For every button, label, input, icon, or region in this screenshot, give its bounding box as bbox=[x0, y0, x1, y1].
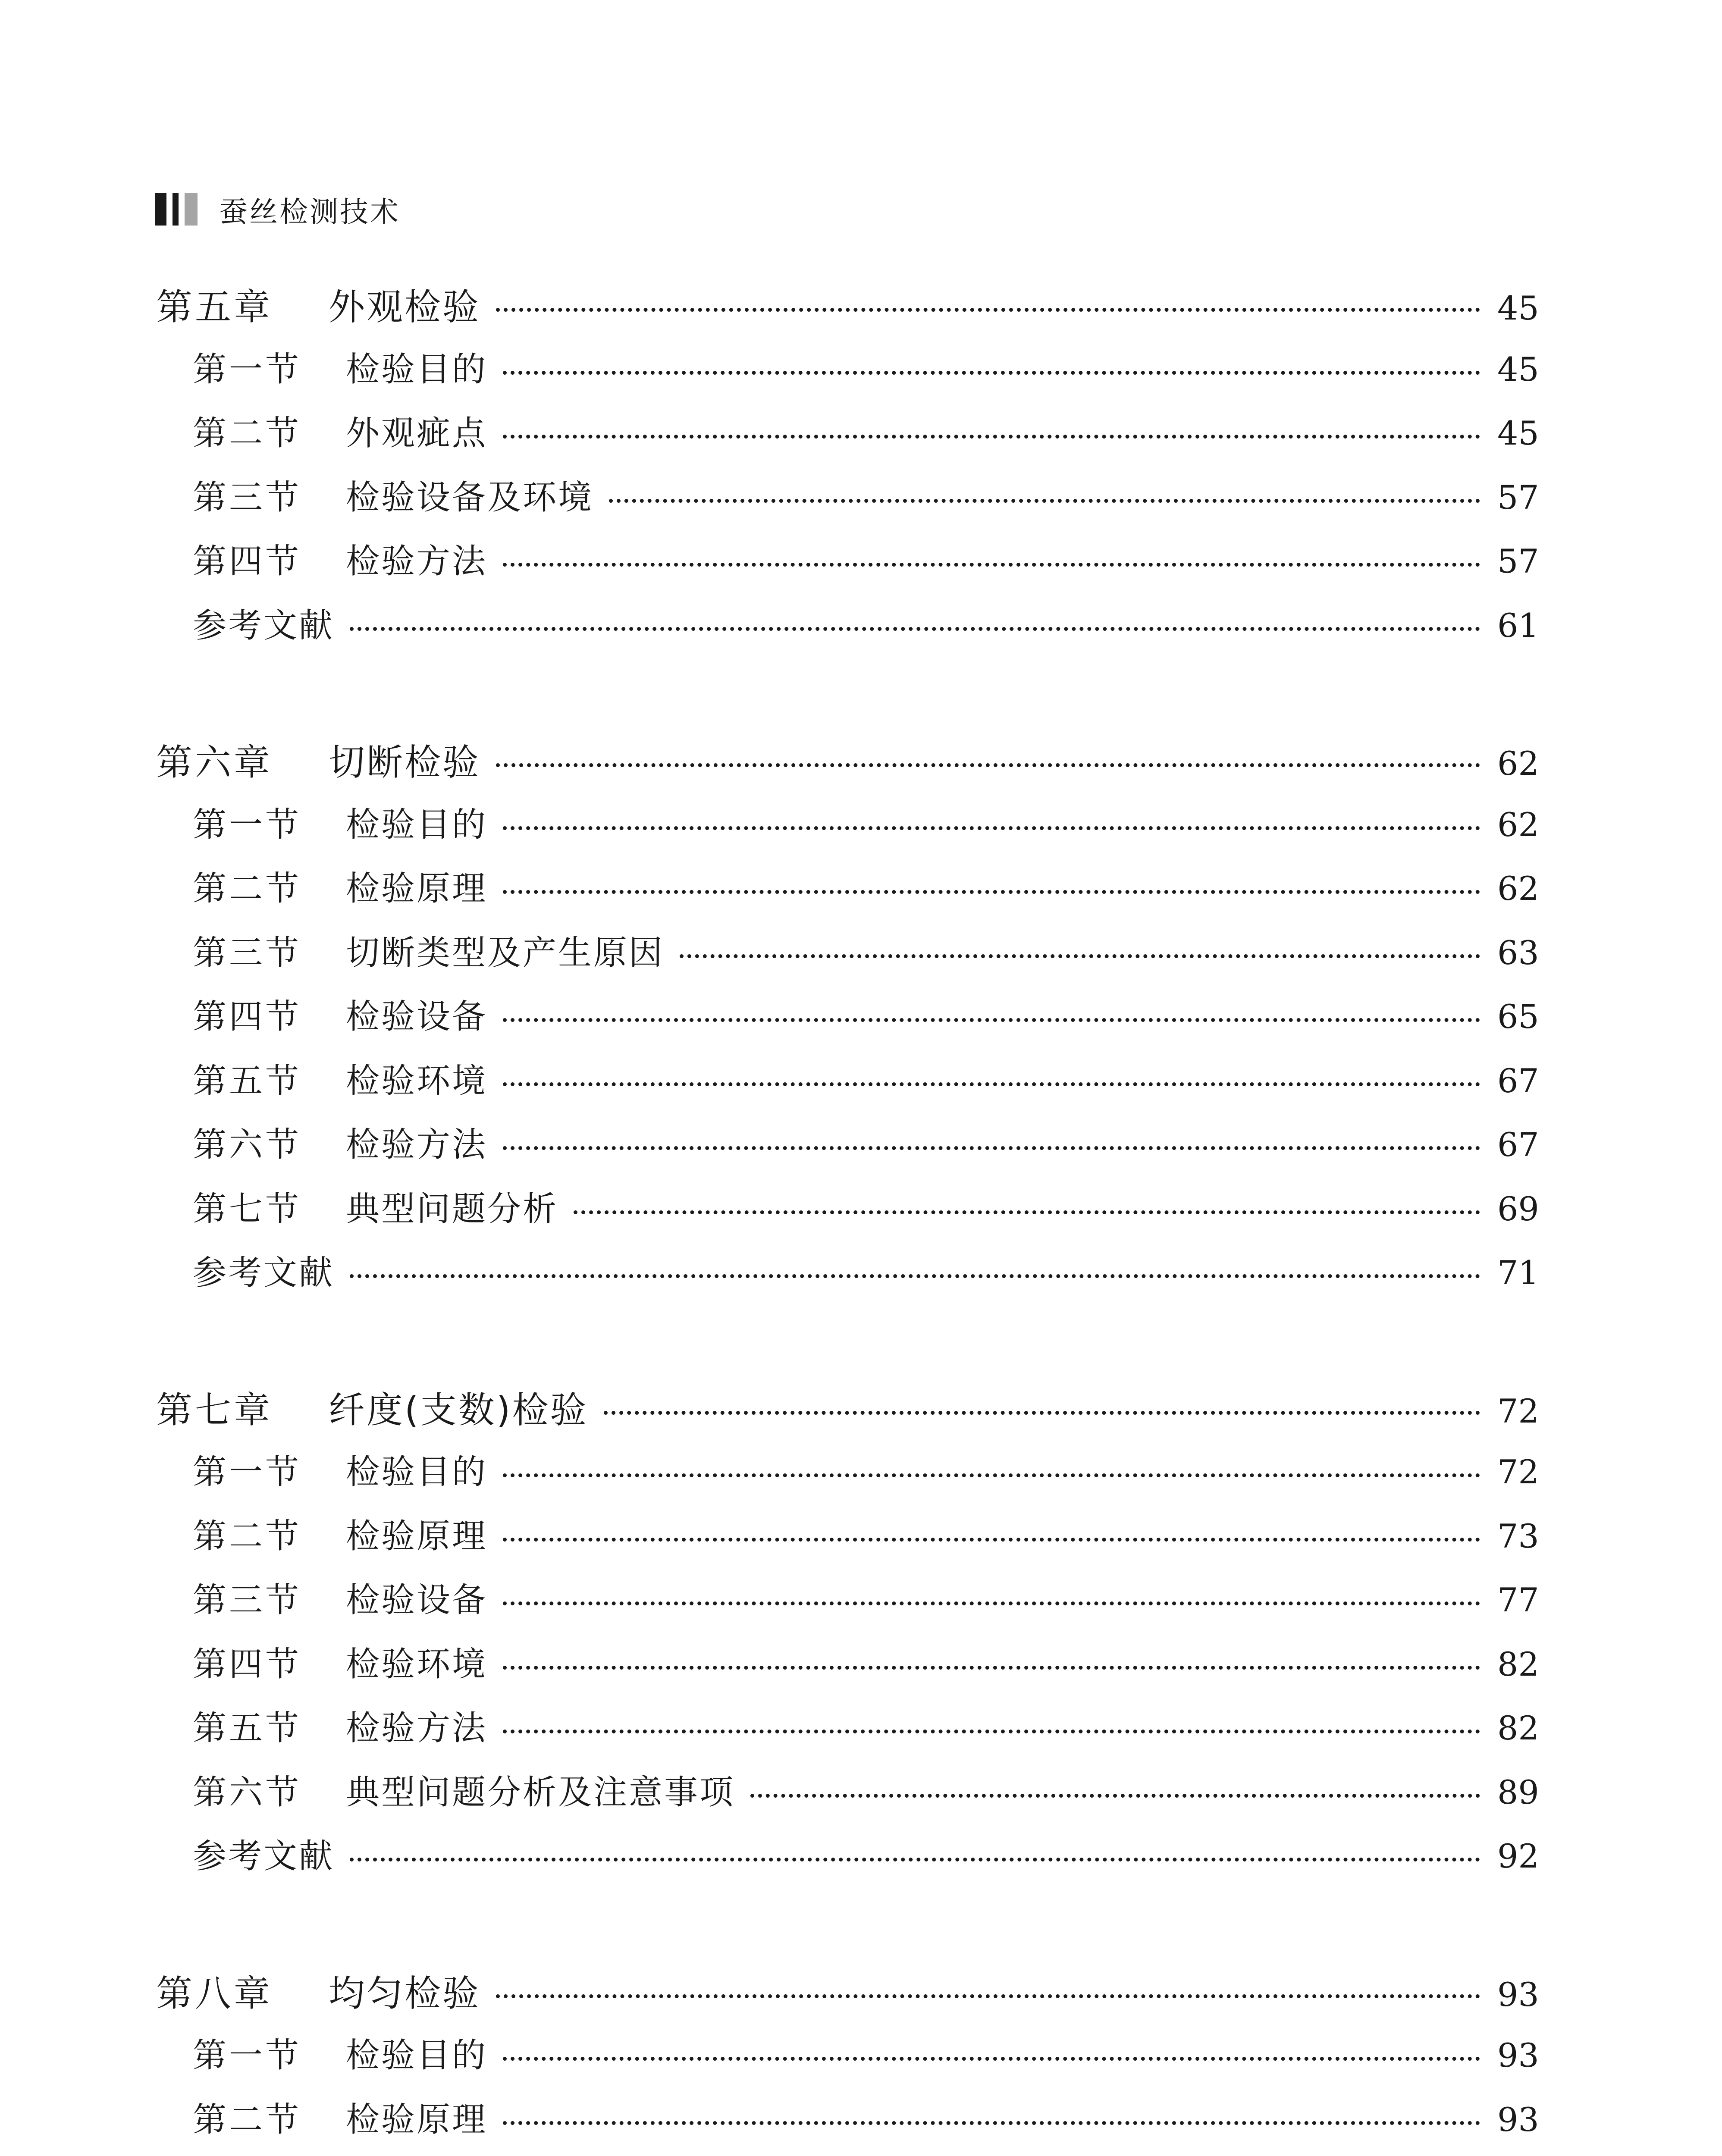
toc-page-number: 62 bbox=[1497, 805, 1539, 844]
toc-page-number: 82 bbox=[1497, 1645, 1539, 1683]
chapter-block bbox=[156, 733, 1539, 1310]
chapter-number: 第七章 bbox=[156, 1388, 273, 1431]
dot-leader bbox=[503, 563, 1480, 567]
toc-section-entry[interactable] bbox=[156, 470, 1539, 535]
toc-section-entry[interactable] bbox=[156, 990, 1539, 1054]
toc-page-number: 62 bbox=[1497, 869, 1539, 908]
toc-section-entry[interactable] bbox=[156, 2028, 1539, 2093]
section-number: 第六节 bbox=[193, 1125, 302, 1164]
section-number: 第四节 bbox=[193, 542, 302, 581]
toc-section-entry[interactable] bbox=[156, 1445, 1539, 1509]
chapter-title: 均匀检验 bbox=[329, 1972, 481, 2015]
section-title: 检验环境 bbox=[346, 1645, 488, 1684]
toc-chapter-entry[interactable] bbox=[156, 1381, 1539, 1445]
toc-page-number: 45 bbox=[1497, 350, 1539, 389]
table-of-contents bbox=[156, 278, 1539, 2156]
toc-page-number: 72 bbox=[1497, 1453, 1539, 1491]
dot-leader bbox=[503, 2121, 1480, 2125]
chapter-title: 纤度(支数)检验 bbox=[329, 1388, 588, 1431]
toc-page-number: 71 bbox=[1497, 1253, 1539, 1292]
dot-leader bbox=[503, 826, 1480, 830]
section-number: 第五节 bbox=[193, 1709, 302, 1748]
toc-page-number: 65 bbox=[1497, 997, 1539, 1036]
toc-page-number: 89 bbox=[1497, 1773, 1539, 1811]
running-header bbox=[155, 192, 400, 229]
header-bar bbox=[173, 193, 179, 226]
dot-leader bbox=[503, 1666, 1480, 1670]
section-title: 典型问题分析 bbox=[346, 1189, 558, 1228]
section-title: 参考文献 bbox=[193, 1837, 335, 1876]
dot-leader bbox=[503, 1473, 1480, 1477]
header-bar bbox=[155, 193, 166, 226]
dot-leader bbox=[503, 435, 1480, 439]
section-title: 外观疵点 bbox=[346, 414, 488, 453]
toc-chapter-entry[interactable] bbox=[156, 278, 1539, 342]
section-title: 检验目的 bbox=[346, 350, 488, 389]
section-number: 第三节 bbox=[193, 478, 302, 517]
section-number: 第一节 bbox=[193, 805, 302, 844]
dot-leader bbox=[503, 1601, 1480, 1605]
section-title: 典型问题分析及注意事项 bbox=[346, 1773, 735, 1812]
toc-page-number: 57 bbox=[1497, 478, 1539, 517]
dot-leader bbox=[604, 1411, 1480, 1415]
section-number: 第四节 bbox=[193, 997, 302, 1036]
chapter-title: 外观检验 bbox=[329, 286, 481, 328]
dot-leader bbox=[503, 1730, 1480, 1733]
section-number: 第三节 bbox=[193, 933, 302, 972]
dot-leader bbox=[350, 1274, 1480, 1278]
toc-section-entry[interactable] bbox=[156, 1765, 1539, 1830]
section-number: 第一节 bbox=[193, 2036, 302, 2075]
chapter-block bbox=[156, 1381, 1539, 1893]
toc-page-number: 62 bbox=[1497, 744, 1539, 783]
header-bar bbox=[185, 193, 198, 226]
dot-leader bbox=[503, 1082, 1480, 1086]
toc-page-number: 92 bbox=[1497, 1837, 1539, 1875]
toc-section-entry[interactable] bbox=[156, 534, 1539, 599]
header-bars-ornament bbox=[155, 193, 198, 226]
dot-leader bbox=[503, 1018, 1480, 1022]
section-title: 切断类型及产生原因 bbox=[346, 933, 665, 972]
dot-leader bbox=[496, 763, 1480, 767]
toc-page-number: 45 bbox=[1497, 289, 1539, 327]
toc-section-entry[interactable] bbox=[156, 1182, 1539, 1246]
dot-leader bbox=[503, 1538, 1480, 1542]
dot-leader bbox=[503, 2057, 1480, 2061]
chapter-number: 第五章 bbox=[156, 286, 273, 328]
toc-section-entry[interactable] bbox=[156, 1509, 1539, 1573]
dot-leader bbox=[680, 954, 1480, 958]
toc-page-number: 69 bbox=[1497, 1189, 1539, 1228]
dot-leader bbox=[350, 1858, 1480, 1861]
chapter-block bbox=[156, 1965, 1539, 2156]
section-title: 参考文献 bbox=[193, 606, 335, 645]
section-title: 检验原理 bbox=[346, 869, 488, 908]
toc-page-number: 45 bbox=[1497, 414, 1539, 452]
toc-page-number: 73 bbox=[1497, 1517, 1539, 1555]
toc-section-entry[interactable] bbox=[156, 1054, 1539, 1118]
toc-page-number: 72 bbox=[1497, 1391, 1539, 1430]
section-title: 检验设备 bbox=[346, 997, 488, 1036]
chapter-title: 切断检验 bbox=[329, 741, 481, 783]
section-number: 第五节 bbox=[193, 1061, 302, 1100]
toc-section-entry[interactable] bbox=[156, 1829, 1539, 1893]
book-title: 蚕丝检测技术 bbox=[219, 195, 400, 229]
dot-leader bbox=[496, 1994, 1480, 1998]
dot-leader bbox=[503, 890, 1480, 894]
section-number: 第一节 bbox=[193, 350, 302, 389]
toc-section-entry[interactable] bbox=[156, 862, 1539, 926]
section-title: 检验方法 bbox=[346, 1125, 488, 1164]
dot-leader bbox=[496, 308, 1480, 312]
toc-page-number: 93 bbox=[1497, 2036, 1539, 2075]
section-title: 检验环境 bbox=[346, 1061, 488, 1100]
toc-section-entry[interactable] bbox=[156, 1118, 1539, 1182]
dot-leader bbox=[350, 627, 1480, 631]
section-number: 第六节 bbox=[193, 1773, 302, 1812]
toc-section-entry[interactable] bbox=[156, 1637, 1539, 1702]
section-title: 检验目的 bbox=[346, 805, 488, 844]
toc-page-number: 67 bbox=[1497, 1061, 1539, 1100]
section-title: 检验目的 bbox=[346, 1453, 488, 1492]
toc-page-number: 77 bbox=[1497, 1581, 1539, 1619]
toc-page-number: 93 bbox=[1497, 2100, 1539, 2139]
toc-section-entry[interactable] bbox=[156, 798, 1539, 862]
section-title: 检验设备 bbox=[346, 1581, 488, 1620]
dot-leader bbox=[574, 1210, 1480, 1214]
toc-page-number: 93 bbox=[1497, 1975, 1539, 2014]
dot-leader bbox=[609, 499, 1480, 503]
toc-section-entry[interactable] bbox=[156, 1573, 1539, 1637]
toc-page-number: 63 bbox=[1497, 933, 1539, 972]
section-title: 参考文献 bbox=[193, 1253, 335, 1292]
toc-page-number: 67 bbox=[1497, 1125, 1539, 1164]
toc-page-number: 61 bbox=[1497, 606, 1539, 645]
section-title: 检验方法 bbox=[346, 542, 488, 581]
toc-section-entry[interactable] bbox=[156, 342, 1539, 407]
chapter-number: 第八章 bbox=[156, 1972, 273, 2015]
section-number: 第二节 bbox=[193, 414, 302, 453]
toc-page-number: 57 bbox=[1497, 542, 1539, 580]
section-number: 第一节 bbox=[193, 1453, 302, 1492]
toc-section-entry[interactable] bbox=[156, 1701, 1539, 1765]
dot-leader bbox=[503, 1146, 1480, 1150]
section-number: 第二节 bbox=[193, 2100, 302, 2139]
section-title: 检验设备及环境 bbox=[346, 478, 594, 517]
section-title: 检验原理 bbox=[346, 1517, 488, 1556]
chapter-block bbox=[156, 278, 1539, 662]
section-number: 第七节 bbox=[193, 1189, 302, 1228]
dot-leader bbox=[503, 371, 1480, 375]
section-title: 检验原理 bbox=[346, 2100, 488, 2139]
section-number: 第四节 bbox=[193, 1645, 302, 1684]
toc-chapter-entry[interactable] bbox=[156, 733, 1539, 798]
toc-page-number: 82 bbox=[1497, 1709, 1539, 1747]
section-title: 检验方法 bbox=[346, 1709, 488, 1748]
toc-section-entry[interactable] bbox=[156, 599, 1539, 663]
section-number: 第三节 bbox=[193, 1581, 302, 1620]
toc-section-entry[interactable] bbox=[156, 2093, 1539, 2156]
toc-section-entry[interactable] bbox=[156, 926, 1539, 990]
chapter-number: 第六章 bbox=[156, 741, 273, 783]
toc-section-entry[interactable] bbox=[156, 1246, 1539, 1310]
section-number: 第二节 bbox=[193, 1517, 302, 1556]
section-number: 第二节 bbox=[193, 869, 302, 908]
dot-leader bbox=[750, 1794, 1480, 1798]
toc-section-entry[interactable] bbox=[156, 406, 1539, 470]
section-title: 检验目的 bbox=[346, 2036, 488, 2075]
toc-chapter-entry[interactable] bbox=[156, 1965, 1539, 2029]
